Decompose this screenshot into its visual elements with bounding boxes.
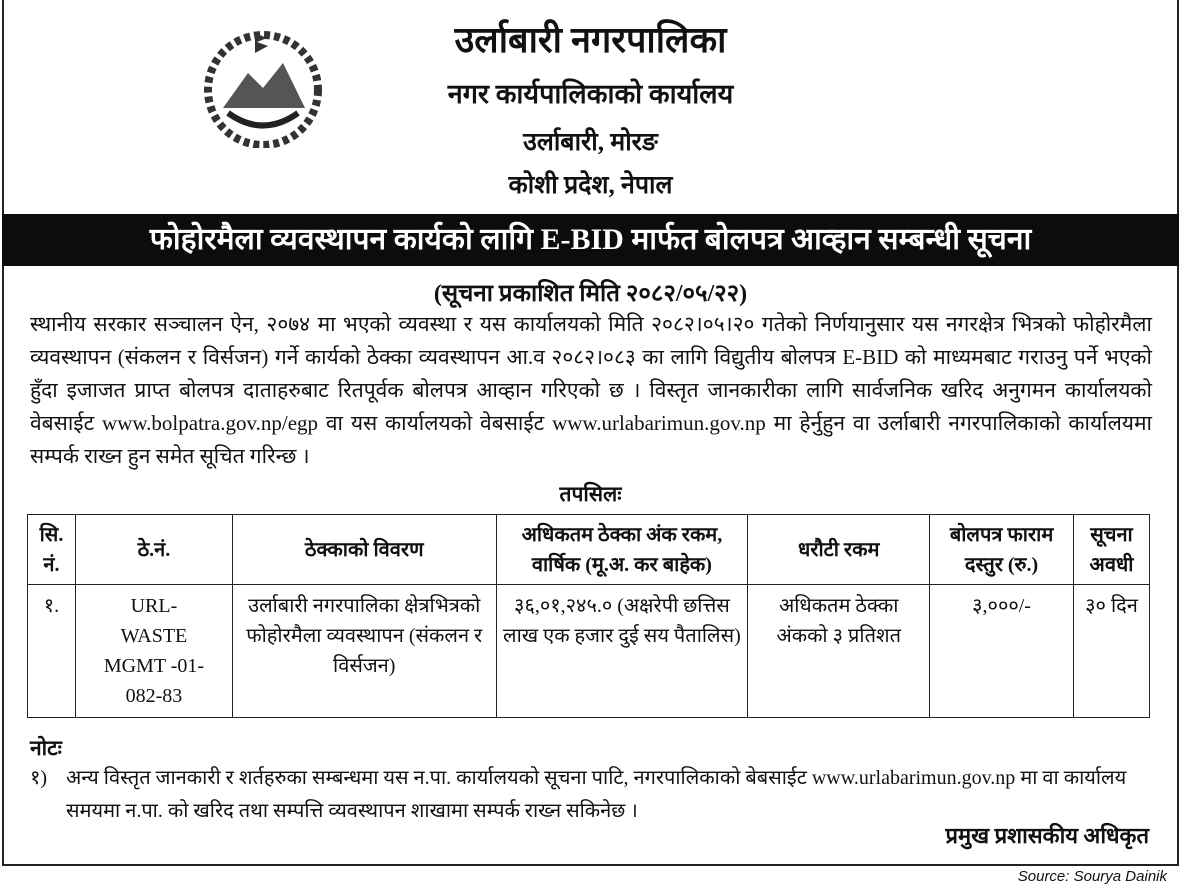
col-sn: सि. नं.	[28, 515, 76, 585]
office-name: नगर कार्यपालिकाको कार्यालय	[447, 79, 734, 109]
note-label: नोटः	[30, 736, 62, 760]
cell-form-fee: ३,०००/-	[930, 585, 1074, 718]
note-text: अन्य विस्तृत जानकारी र शर्तहरुका सम्बन्धमा यस न.पा. कार्यालयको सूचना पाटि, नगरपालिकाको बेबसाईट www.urlabarimun.gov.np मा वा कार्यालय समयमा न.पा. को खरिद तथा सम्पत्ति व्यवस्थापन शाखामा सम्पर्क राख्न सकिनेछ ।	[66, 767, 1127, 822]
signature: प्रमुख प्रशासकीय अधिकृत	[945, 823, 1149, 848]
tender-table	[27, 514, 1150, 718]
notice-body: स्थानीय सरकार सञ्चालन ऐन, २०७४ मा भएको व्यवस्था र यस कार्यालयको मिति २०८२।०५।२० गतेको निर्णयानुसार यस नगरक्षेत्र भित्रको फोहोरमैला व्यवस्थापन (संकलन र विर्सजन) गर्ने कार्यको ठेक्का व्यवस्थापन आ.व २०८२।०८३ का लागि विद्युतीय बोलपत्र E-BID को माध्यमबाट गराउनु पर्ने भएको हुँदा इजाजत प्राप्त बोलपत्र दाताहरुबाट रितपूर्वक बोलपत्र आव्हान गरिएको छ । विस्तृत जानकारीका लागि सार्वजनिक खरिद अनुगमन कार्यालयको वेबसाईट www.bolpatra.gov.np/egp वा यस कार्यालयको वेबसाईट www.urlabarimun.gov.np मा हेर्नुहुन वा उर्लाबारी नगरपालिकाको कार्यालयमा सम्पर्क राख्न हुन समेत सूचित गरिन्छ ।	[30, 312, 1152, 468]
table-row	[28, 585, 1150, 718]
municipality-title: उर्लाबारी नगरपालिका	[454, 20, 727, 60]
cell-max-amount: ३६,०१,२४५.० (अक्षरेपी छत्तिस लाख एक हजार दुई सय पैतालिस)	[496, 585, 748, 718]
col-max-amount: अधिकतम ठेक्का अंक रकम, वार्षिक (मू.अ. कर बाहेक)	[496, 515, 748, 585]
cell-description: उर्लाबारी नगरपालिका क्षेत्रभित्रको फोहोरमैला व्यवस्थापन (संकलन र विर्सजन)	[232, 585, 496, 718]
col-form-fee: बोलपत्र फाराम दस्तुर (रु.)	[930, 515, 1074, 585]
col-description: ठेक्काको विवरण	[232, 515, 496, 585]
published-date: (सूचना प्रकाशित मिति २०८२/०५/२२)	[433, 281, 748, 307]
cell-deposit: अधिकतम ठेक्का अंकको ३ प्रतिशत	[748, 585, 930, 718]
col-deposit: धरौटी रकम	[748, 515, 930, 585]
col-duration: सूचना अवधी	[1073, 515, 1149, 585]
source-credit: Source: Sourya Dainik	[1017, 868, 1167, 885]
cell-contract-no: URL-WASTE MGMT -01-082-83	[75, 585, 232, 718]
table-header-row	[28, 515, 1150, 585]
address: उर्लाबारी, मोरङ	[523, 129, 658, 156]
col-contract-no: ठे.नं.	[75, 515, 232, 585]
details-heading: तपसिलः	[559, 482, 622, 506]
province: कोशी प्रदेश, नेपाल	[508, 172, 673, 199]
note-item	[30, 762, 1155, 828]
notice-title: फोहोरमैला व्यवस्थापन कार्यको लागि E-BID मार्फत बोलपत्र आव्हान सम्बन्धी सूचना	[2, 214, 1179, 266]
cell-sn: १.	[28, 585, 76, 718]
note-number: १)	[30, 767, 48, 789]
cell-duration: ३० दिन	[1073, 585, 1149, 718]
